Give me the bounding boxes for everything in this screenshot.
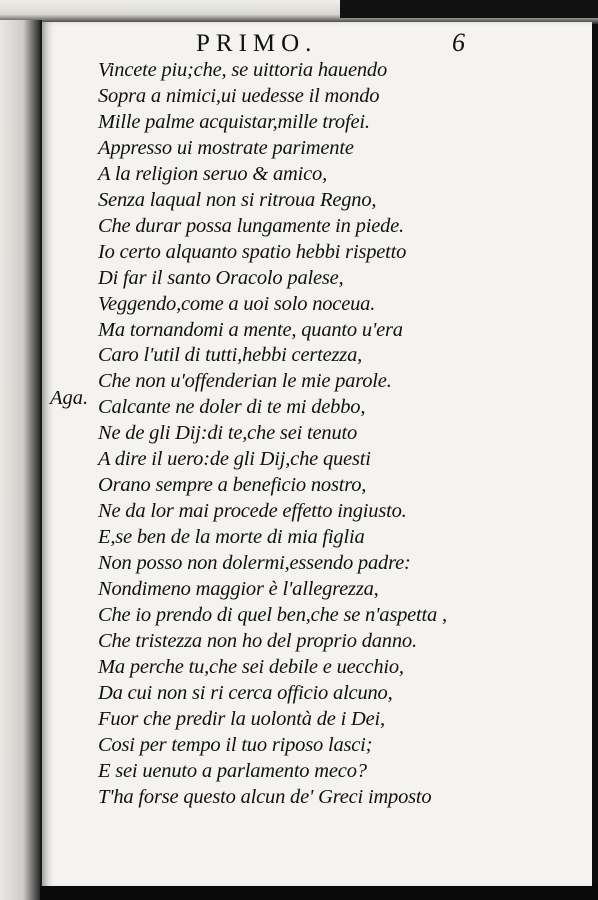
verse-line: Veggendo,come a uoi solo noceua. (98, 292, 376, 315)
page-top-edge (0, 0, 598, 24)
verse-line: E sei uenuto a parlamento meco? (98, 759, 367, 782)
verse-line: Ma tornandomi a mente, quanto u'era (98, 318, 403, 341)
verse-line: Che io prendo di quel ben,che se n'aspetta , (98, 604, 447, 627)
verse-line: Sopra a nimici,ui uedesse il mondo (98, 84, 380, 107)
page-bottom-edge (40, 886, 598, 900)
verse-text (98, 58, 447, 811)
verse-line: Che tristezza non ho del proprio danno. (98, 629, 417, 652)
verse-line: Non posso non dolermi,essendo padre: (98, 552, 411, 575)
verse-line: Senza laqual non si ritroua Regno, (98, 188, 377, 211)
verse-line: Mille palme acquistar,mille trofei. (98, 110, 370, 133)
running-head: PRIMO. (196, 30, 318, 57)
verse-line: Di far il santo Oracolo palese, (98, 266, 344, 289)
verse-line: A la religion seruo & amico, (98, 162, 327, 185)
verse-line: Caro l'util di tutti,hebbi certezza, (98, 344, 363, 367)
verse-line: Calcante ne doler di te mi debbo, (98, 396, 366, 419)
verse-line: Io certo alquanto spatio hebbi rispetto (98, 240, 407, 263)
verse-line: Ne da lor mai procede effetto ingiusto. (98, 500, 407, 523)
verse-line: Che non u'offenderian le mie parole. (98, 370, 392, 393)
verse-line: Ne de gli Dij:di te,che sei tenuto (98, 422, 358, 445)
binding-gutter (0, 20, 42, 900)
verse-line: Nondimeno maggior è l'allegrezza, (98, 578, 379, 601)
verse-line: Fuor che predir la uolontà de i Dei, (98, 707, 385, 730)
verse-line: Da cui non si ri cerca officio alcuno, (98, 681, 393, 704)
verse-line: Orano sempre a beneficio nostro, (98, 474, 367, 497)
verse-line: Che durar possa lungamente in piede. (98, 214, 404, 237)
verse-line: E,se ben de la morte di mia figlia (98, 526, 365, 549)
verse-line: Appresso ui mostrate parimente (98, 136, 354, 159)
page-number: 6 (452, 28, 465, 57)
verse-line: Ma perche tu,che sei debile e uecchio, (98, 655, 404, 678)
verse-line: Cosi per tempo il tuo riposo lasci; (98, 733, 373, 756)
verse-line: T'ha forse questo alcun de' Greci imposto (98, 785, 432, 808)
speaker-label: Aga. (50, 387, 89, 409)
verse-line: A dire il uero:de gli Dij,che questi (98, 448, 371, 471)
verse-line: Vincete piu;che, se uittoria hauendo (98, 59, 388, 81)
